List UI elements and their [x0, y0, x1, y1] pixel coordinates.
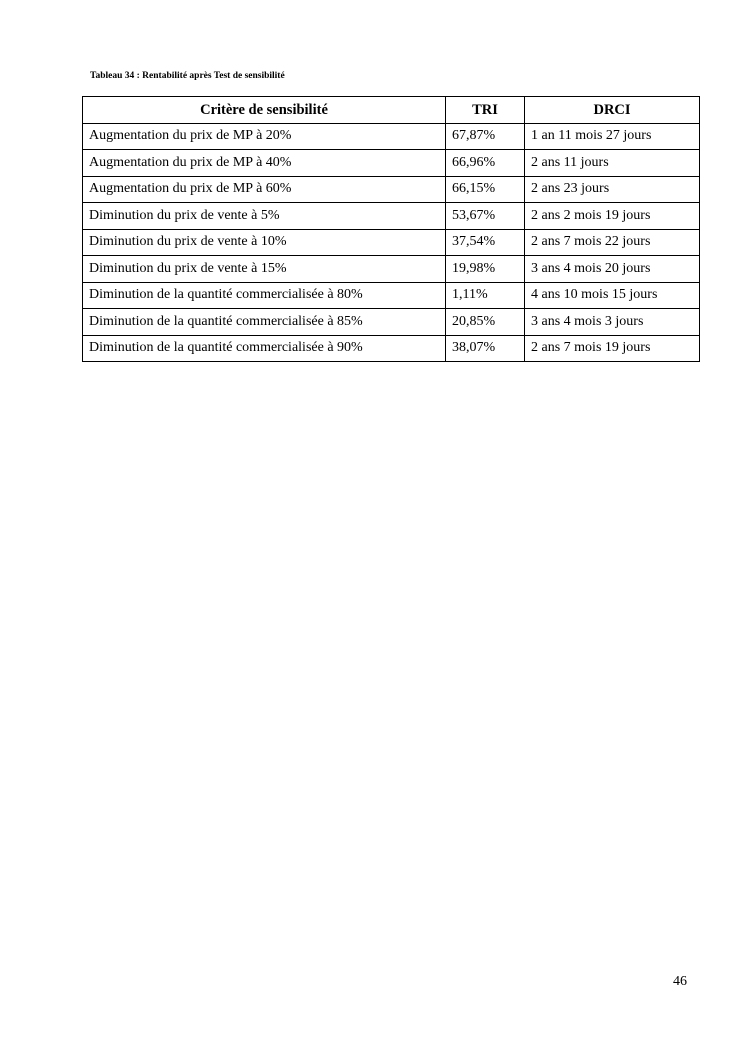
- cell-tri: 53,67%: [446, 203, 525, 230]
- table-row: [83, 282, 700, 309]
- cell-tri: 38,07%: [446, 335, 525, 362]
- cell-critere: Diminution du prix de vente à 5%: [83, 203, 446, 230]
- cell-drci: 2 ans 11 jours: [525, 150, 700, 177]
- cell-critere: Augmentation du prix de MP à 60%: [83, 176, 446, 203]
- table-row: [83, 229, 700, 256]
- cell-tri: 67,87%: [446, 123, 525, 150]
- page-number: 46: [673, 974, 687, 989]
- table-row: [83, 176, 700, 203]
- cell-critere: Diminution de la quantité commercialisée à 90%: [83, 335, 446, 362]
- cell-drci: 3 ans 4 mois 20 jours: [525, 256, 700, 283]
- cell-critere: Diminution de la quantité commercialisée à 80%: [83, 282, 446, 309]
- cell-drci: 4 ans 10 mois 15 jours: [525, 282, 700, 309]
- cell-drci: 3 ans 4 mois 3 jours: [525, 309, 700, 336]
- header-critere: Critère de sensibilité: [83, 97, 446, 124]
- table-row: [83, 256, 700, 283]
- cell-drci: 2 ans 7 mois 19 jours: [525, 335, 700, 362]
- cell-critere: Diminution du prix de vente à 10%: [83, 229, 446, 256]
- table-row: [83, 150, 700, 177]
- cell-tri: 66,96%: [446, 150, 525, 177]
- table-caption: Tableau 34 : Rentabilité après Test de sensibilité: [90, 71, 285, 81]
- cell-drci: 1 an 11 mois 27 jours: [525, 123, 700, 150]
- cell-tri: 37,54%: [446, 229, 525, 256]
- cell-drci: 2 ans 23 jours: [525, 176, 700, 203]
- header-tri: TRI: [446, 97, 525, 124]
- cell-tri: 1,11%: [446, 282, 525, 309]
- cell-critere: Augmentation du prix de MP à 20%: [83, 123, 446, 150]
- table-header-row: [83, 97, 700, 124]
- table-row: [83, 335, 700, 362]
- table-row: [83, 309, 700, 336]
- sensitivity-table: [82, 96, 700, 362]
- cell-critere: Diminution de la quantité commercialisée à 85%: [83, 309, 446, 336]
- cell-tri: 20,85%: [446, 309, 525, 336]
- cell-tri: 66,15%: [446, 176, 525, 203]
- table-row: [83, 123, 700, 150]
- table-row: [83, 203, 700, 230]
- cell-drci: 2 ans 2 mois 19 jours: [525, 203, 700, 230]
- header-drci: DRCI: [525, 97, 700, 124]
- cell-drci: 2 ans 7 mois 22 jours: [525, 229, 700, 256]
- cell-tri: 19,98%: [446, 256, 525, 283]
- cell-critere: Diminution du prix de vente à 15%: [83, 256, 446, 283]
- cell-critere: Augmentation du prix de MP à 40%: [83, 150, 446, 177]
